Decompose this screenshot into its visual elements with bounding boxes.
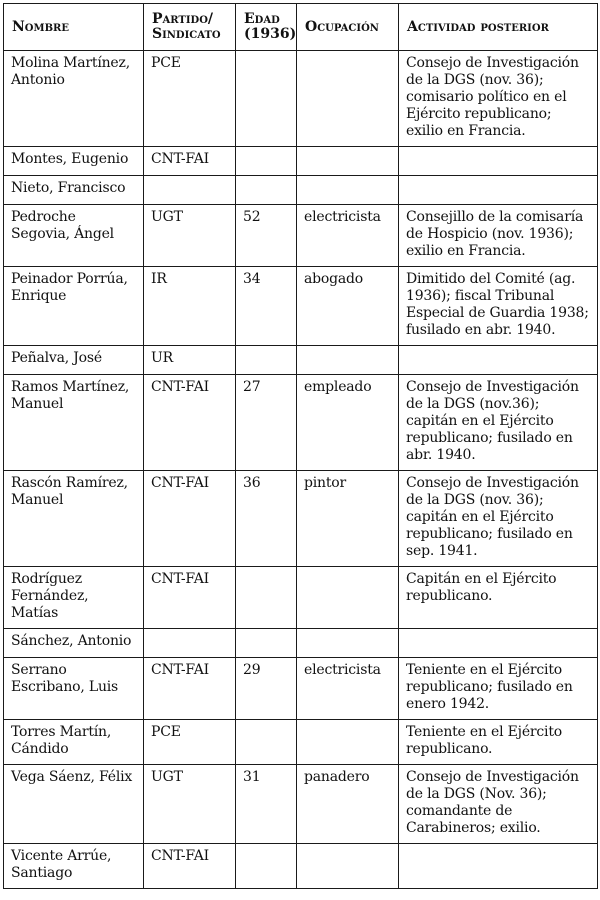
cell-name: Rodríguez Fernández, Matías bbox=[4, 567, 144, 629]
cell-occupation bbox=[297, 51, 399, 147]
table-row bbox=[4, 176, 598, 205]
cell-party: CNT-FAI bbox=[144, 471, 236, 567]
table-row bbox=[4, 720, 598, 765]
cell-activity: Consejo de Investigación de la DGS (nov. 36); comisario político en el Ejército republicano; exilio en Francia. bbox=[399, 51, 598, 147]
cell-party: CNT-FAI bbox=[144, 658, 236, 720]
cell-occupation: panadero bbox=[297, 765, 399, 844]
cell-activity: Consejo de Investigación de la DGS (Nov. 36); comandante de Carabineros; exilio. bbox=[399, 765, 598, 844]
cell-age bbox=[236, 720, 297, 765]
cell-activity: Capitán en el Ejército republicano. bbox=[399, 567, 598, 629]
header-age: Edad (1936) bbox=[236, 4, 297, 51]
cell-activity: Consejo de Investigación de la DGS (nov.36); capitán en el Ejército republicano; fusilado en abr. 1940. bbox=[399, 375, 598, 471]
table-body bbox=[4, 51, 598, 889]
cell-age: 34 bbox=[236, 267, 297, 346]
cell-age bbox=[236, 629, 297, 658]
table-row bbox=[4, 147, 598, 176]
cell-activity bbox=[399, 844, 598, 889]
personnel-table-container bbox=[3, 3, 597, 889]
header-row bbox=[4, 4, 598, 51]
cell-party: UGT bbox=[144, 765, 236, 844]
cell-name: Peinador Porrúa, Enrique bbox=[4, 267, 144, 346]
cell-age bbox=[236, 567, 297, 629]
table-row bbox=[4, 844, 598, 889]
cell-name: Nieto, Francisco bbox=[4, 176, 144, 205]
table-row bbox=[4, 471, 598, 567]
cell-occupation bbox=[297, 720, 399, 765]
table-row bbox=[4, 267, 598, 346]
cell-party: PCE bbox=[144, 720, 236, 765]
cell-activity: Dimitido del Comité (ag. 1936); fiscal Tribunal Especial de Guardia 1938; fusilado en abr. 1940. bbox=[399, 267, 598, 346]
cell-occupation: empleado bbox=[297, 375, 399, 471]
cell-party bbox=[144, 629, 236, 658]
cell-party bbox=[144, 176, 236, 205]
table-row bbox=[4, 629, 598, 658]
cell-name: Pedroche Segovia, Ángel bbox=[4, 205, 144, 267]
cell-age bbox=[236, 844, 297, 889]
cell-occupation bbox=[297, 147, 399, 176]
cell-age: 52 bbox=[236, 205, 297, 267]
cell-occupation bbox=[297, 844, 399, 889]
table-row bbox=[4, 346, 598, 375]
cell-activity bbox=[399, 176, 598, 205]
personnel-table bbox=[3, 3, 598, 889]
cell-activity bbox=[399, 629, 598, 658]
table-row bbox=[4, 658, 598, 720]
cell-name: Sánchez, Antonio bbox=[4, 629, 144, 658]
cell-occupation: electricista bbox=[297, 205, 399, 267]
cell-occupation: pintor bbox=[297, 471, 399, 567]
cell-occupation: abogado bbox=[297, 267, 399, 346]
cell-name: Torres Martín, Cándido bbox=[4, 720, 144, 765]
cell-age bbox=[236, 147, 297, 176]
cell-occupation bbox=[297, 567, 399, 629]
cell-party: CNT-FAI bbox=[144, 375, 236, 471]
cell-occupation bbox=[297, 346, 399, 375]
cell-party: PCE bbox=[144, 51, 236, 147]
cell-party: CNT-FAI bbox=[144, 147, 236, 176]
table-row bbox=[4, 205, 598, 267]
cell-name: Molina Martínez, Antonio bbox=[4, 51, 144, 147]
cell-name: Vega Sáenz, Félix bbox=[4, 765, 144, 844]
cell-activity bbox=[399, 346, 598, 375]
header-activity: Actividad posterior bbox=[399, 4, 598, 51]
table-row bbox=[4, 375, 598, 471]
cell-name: Rascón Ramírez, Manuel bbox=[4, 471, 144, 567]
cell-name: Peñalva, José bbox=[4, 346, 144, 375]
cell-name: Ramos Martínez, Manuel bbox=[4, 375, 144, 471]
cell-activity: Teniente en el Ejército republicano. bbox=[399, 720, 598, 765]
cell-activity: Consejillo de la comisaría de Hospicio (nov. 1936); exilio en Francia. bbox=[399, 205, 598, 267]
table-row bbox=[4, 51, 598, 147]
cell-age: 31 bbox=[236, 765, 297, 844]
cell-occupation: electricista bbox=[297, 658, 399, 720]
cell-name: Montes, Eugenio bbox=[4, 147, 144, 176]
header-occupation: Ocupación bbox=[297, 4, 399, 51]
cell-name: Serrano Escribano, Luis bbox=[4, 658, 144, 720]
cell-age bbox=[236, 176, 297, 205]
table-header bbox=[4, 4, 598, 51]
cell-activity bbox=[399, 147, 598, 176]
cell-age: 27 bbox=[236, 375, 297, 471]
cell-activity: Teniente en el Ejército republicano; fusilado en enero 1942. bbox=[399, 658, 598, 720]
cell-age: 29 bbox=[236, 658, 297, 720]
cell-activity: Consejo de Investigación de la DGS (nov. 36); capitán en el Ejército republicano; fusilado en sep. 1941. bbox=[399, 471, 598, 567]
cell-party: UGT bbox=[144, 205, 236, 267]
cell-party: UR bbox=[144, 346, 236, 375]
cell-occupation bbox=[297, 176, 399, 205]
cell-age: 36 bbox=[236, 471, 297, 567]
cell-age bbox=[236, 51, 297, 147]
cell-party: IR bbox=[144, 267, 236, 346]
header-party: Partido/ Sindicato bbox=[144, 4, 236, 51]
header-name: Nombre bbox=[4, 4, 144, 51]
cell-party: CNT-FAI bbox=[144, 844, 236, 889]
cell-party: CNT-FAI bbox=[144, 567, 236, 629]
cell-name: Vicente Arrúe, Santiago bbox=[4, 844, 144, 889]
table-row bbox=[4, 765, 598, 844]
cell-age bbox=[236, 346, 297, 375]
table-row bbox=[4, 567, 598, 629]
cell-occupation bbox=[297, 629, 399, 658]
